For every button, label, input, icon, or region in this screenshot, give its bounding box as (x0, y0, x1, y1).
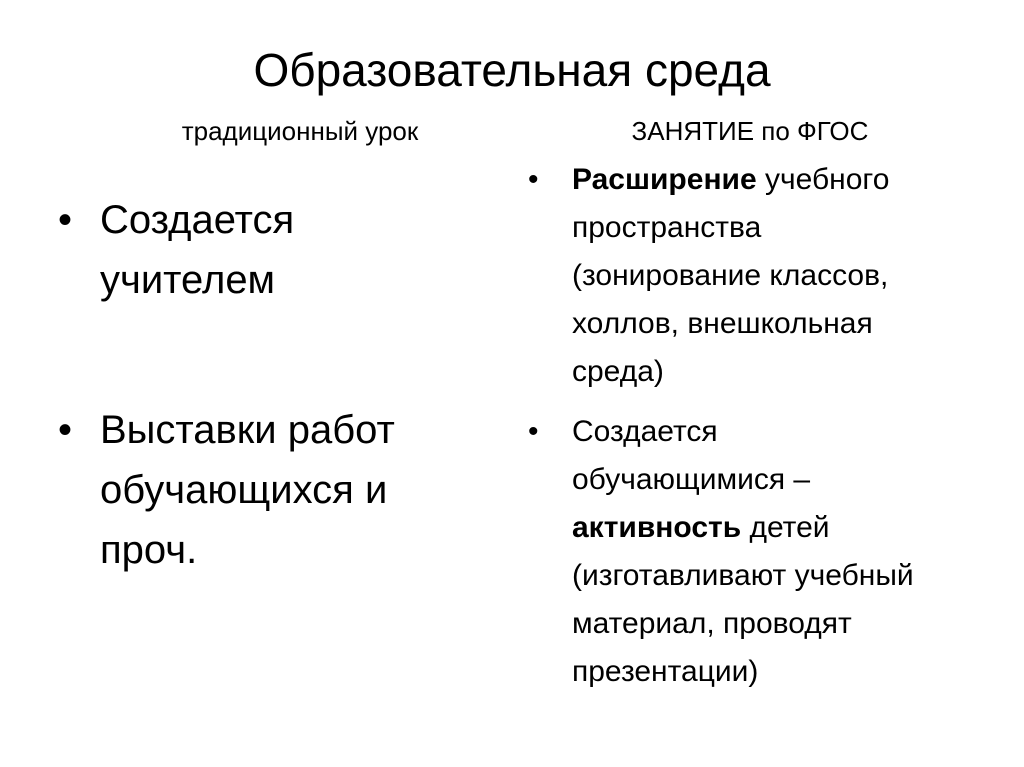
bullet-text-line: учителем (100, 258, 276, 302)
bullet-text-line: среда) (572, 355, 664, 388)
left-bullet-item (58, 400, 498, 580)
bullet-text-line: проч. (100, 528, 198, 572)
bullet-text-line (572, 504, 998, 552)
bullet-text-line: холлов, внешкольная (572, 307, 873, 340)
bullet-text-line (572, 156, 998, 204)
bullet-text-fragment: детей (741, 511, 830, 544)
right-bullet-item (528, 156, 998, 396)
bullet-icon: • (528, 163, 539, 196)
slide-title: Образовательная среда (253, 44, 771, 96)
bullet-text-line: презентации) (572, 655, 759, 688)
bullet-text-line: (изготавливают учебный (572, 559, 914, 592)
bullet-icon: • (58, 408, 73, 452)
bullet-text-fragment: учебного (756, 163, 890, 196)
bullet-text-line: материал, проводят (572, 607, 852, 640)
bullet-text-line: (зонирование классов, (572, 259, 889, 292)
bullet-text-line: Создается (100, 198, 295, 242)
bullet-text-line: Выставки работ (100, 408, 395, 452)
bullet-text-line: Создается (572, 415, 718, 448)
right-column-heading: ЗАНЯТИЕ по ФГОС (631, 116, 869, 146)
bullet-text-line: обучающимися – (572, 463, 811, 496)
left-column-heading: традиционный урок (181, 116, 419, 146)
bullet-icon: • (528, 415, 539, 448)
bullet-text-line: пространства (572, 211, 762, 244)
bullet-text-line: обучающихся и (100, 468, 388, 512)
emphasis-text: Расширение (572, 163, 757, 196)
left-bullet-list (58, 190, 498, 580)
right-bullet-list (528, 156, 998, 696)
bullet-icon: • (58, 198, 73, 242)
left-bullet-item (58, 190, 498, 310)
right-bullet-item (528, 408, 998, 696)
emphasis-text: активность (572, 511, 742, 544)
